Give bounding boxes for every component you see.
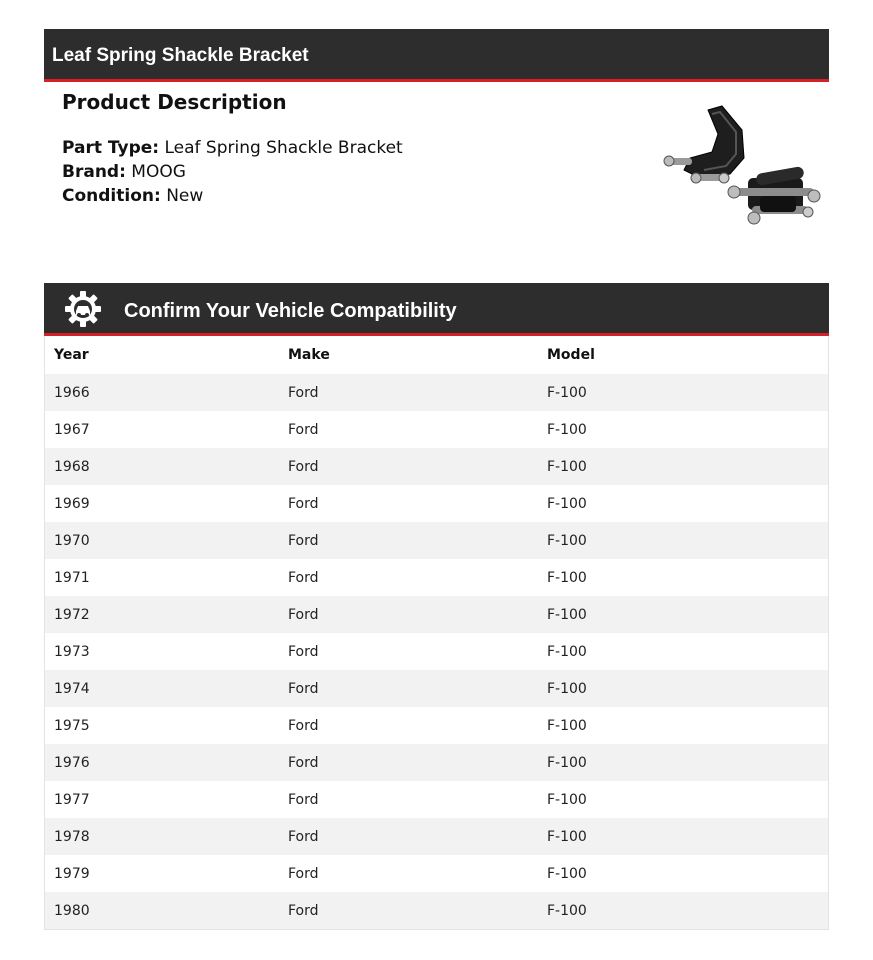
column-header-model: Model [547, 347, 595, 363]
table-row [45, 633, 828, 670]
cell-make: Ford [288, 754, 319, 771]
cell-make: Ford [288, 606, 319, 623]
spec-label: Part Type: [62, 138, 160, 158]
spec-part-type [62, 136, 622, 160]
cell-year: 1979 [54, 865, 90, 882]
compatibility-table [45, 336, 828, 929]
table-row [45, 522, 828, 559]
product-description-section [62, 88, 622, 208]
cell-model: F-100 [547, 495, 587, 512]
cell-year: 1975 [54, 717, 90, 734]
cell-make: Ford [288, 643, 319, 660]
product-description-heading: Product Description [62, 90, 287, 114]
cell-year: 1967 [54, 421, 90, 438]
cell-model: F-100 [547, 791, 587, 808]
cell-make: Ford [288, 495, 319, 512]
cell-model: F-100 [547, 569, 587, 586]
column-header-year: Year [54, 347, 89, 363]
compatibility-table-container [44, 336, 829, 930]
cell-year: 1977 [54, 791, 90, 808]
cell-year: 1974 [54, 680, 90, 697]
spec-brand [62, 160, 622, 184]
cell-make: Ford [288, 791, 319, 808]
product-title: Leaf Spring Shackle Bracket [52, 45, 309, 66]
cell-year: 1973 [54, 643, 90, 660]
table-row [45, 781, 828, 818]
cell-make: Ford [288, 828, 319, 845]
compatibility-header-bar [44, 283, 829, 336]
cell-make: Ford [288, 384, 319, 401]
table-row [45, 892, 828, 929]
cell-model: F-100 [547, 680, 587, 697]
cell-year: 1978 [54, 828, 90, 845]
cell-make: Ford [288, 569, 319, 586]
cell-make: Ford [288, 865, 319, 882]
table-row [45, 818, 828, 855]
spec-label: Brand: [62, 162, 126, 182]
cell-model: F-100 [547, 754, 587, 771]
cell-model: F-100 [547, 865, 587, 882]
cell-make: Ford [288, 532, 319, 549]
cell-make: Ford [288, 902, 319, 919]
cell-model: F-100 [547, 421, 587, 438]
cell-model: F-100 [547, 458, 587, 475]
cell-model: F-100 [547, 606, 587, 623]
spec-label: Condition: [62, 186, 161, 206]
table-row [45, 448, 828, 485]
product-title-bar [44, 29, 829, 82]
cell-year: 1972 [54, 606, 90, 623]
table-header-row [45, 336, 828, 374]
table-row [45, 707, 828, 744]
compatibility-title: Confirm Your Vehicle Compatibility [124, 300, 457, 322]
cell-make: Ford [288, 421, 319, 438]
shackle-bracket-icon [660, 100, 825, 235]
table-body [45, 374, 828, 929]
spec-value: MOOG [131, 162, 186, 182]
cell-make: Ford [288, 680, 319, 697]
cell-make: Ford [288, 458, 319, 475]
cell-make: Ford [288, 717, 319, 734]
cell-model: F-100 [547, 384, 587, 401]
cell-model: F-100 [547, 717, 587, 734]
cell-year: 1968 [54, 458, 90, 475]
cell-model: F-100 [547, 828, 587, 845]
spec-value: Leaf Spring Shackle Bracket [164, 138, 403, 158]
table-row [45, 744, 828, 781]
cell-model: F-100 [547, 643, 587, 660]
column-header-make: Make [288, 347, 330, 363]
gear-car-icon [64, 290, 102, 328]
table-row [45, 411, 828, 448]
table-row [45, 670, 828, 707]
table-row [45, 855, 828, 892]
cell-year: 1971 [54, 569, 90, 586]
table-row [45, 374, 828, 411]
product-specs [62, 136, 622, 208]
cell-year: 1966 [54, 384, 90, 401]
table-row [45, 559, 828, 596]
cell-year: 1980 [54, 902, 90, 919]
product-image [660, 100, 825, 235]
cell-model: F-100 [547, 902, 587, 919]
spec-value: New [166, 186, 204, 206]
cell-year: 1969 [54, 495, 90, 512]
spec-condition [62, 184, 622, 208]
cell-model: F-100 [547, 532, 587, 549]
table-row [45, 485, 828, 522]
table-row [45, 596, 828, 633]
cell-year: 1970 [54, 532, 90, 549]
cell-year: 1976 [54, 754, 90, 771]
